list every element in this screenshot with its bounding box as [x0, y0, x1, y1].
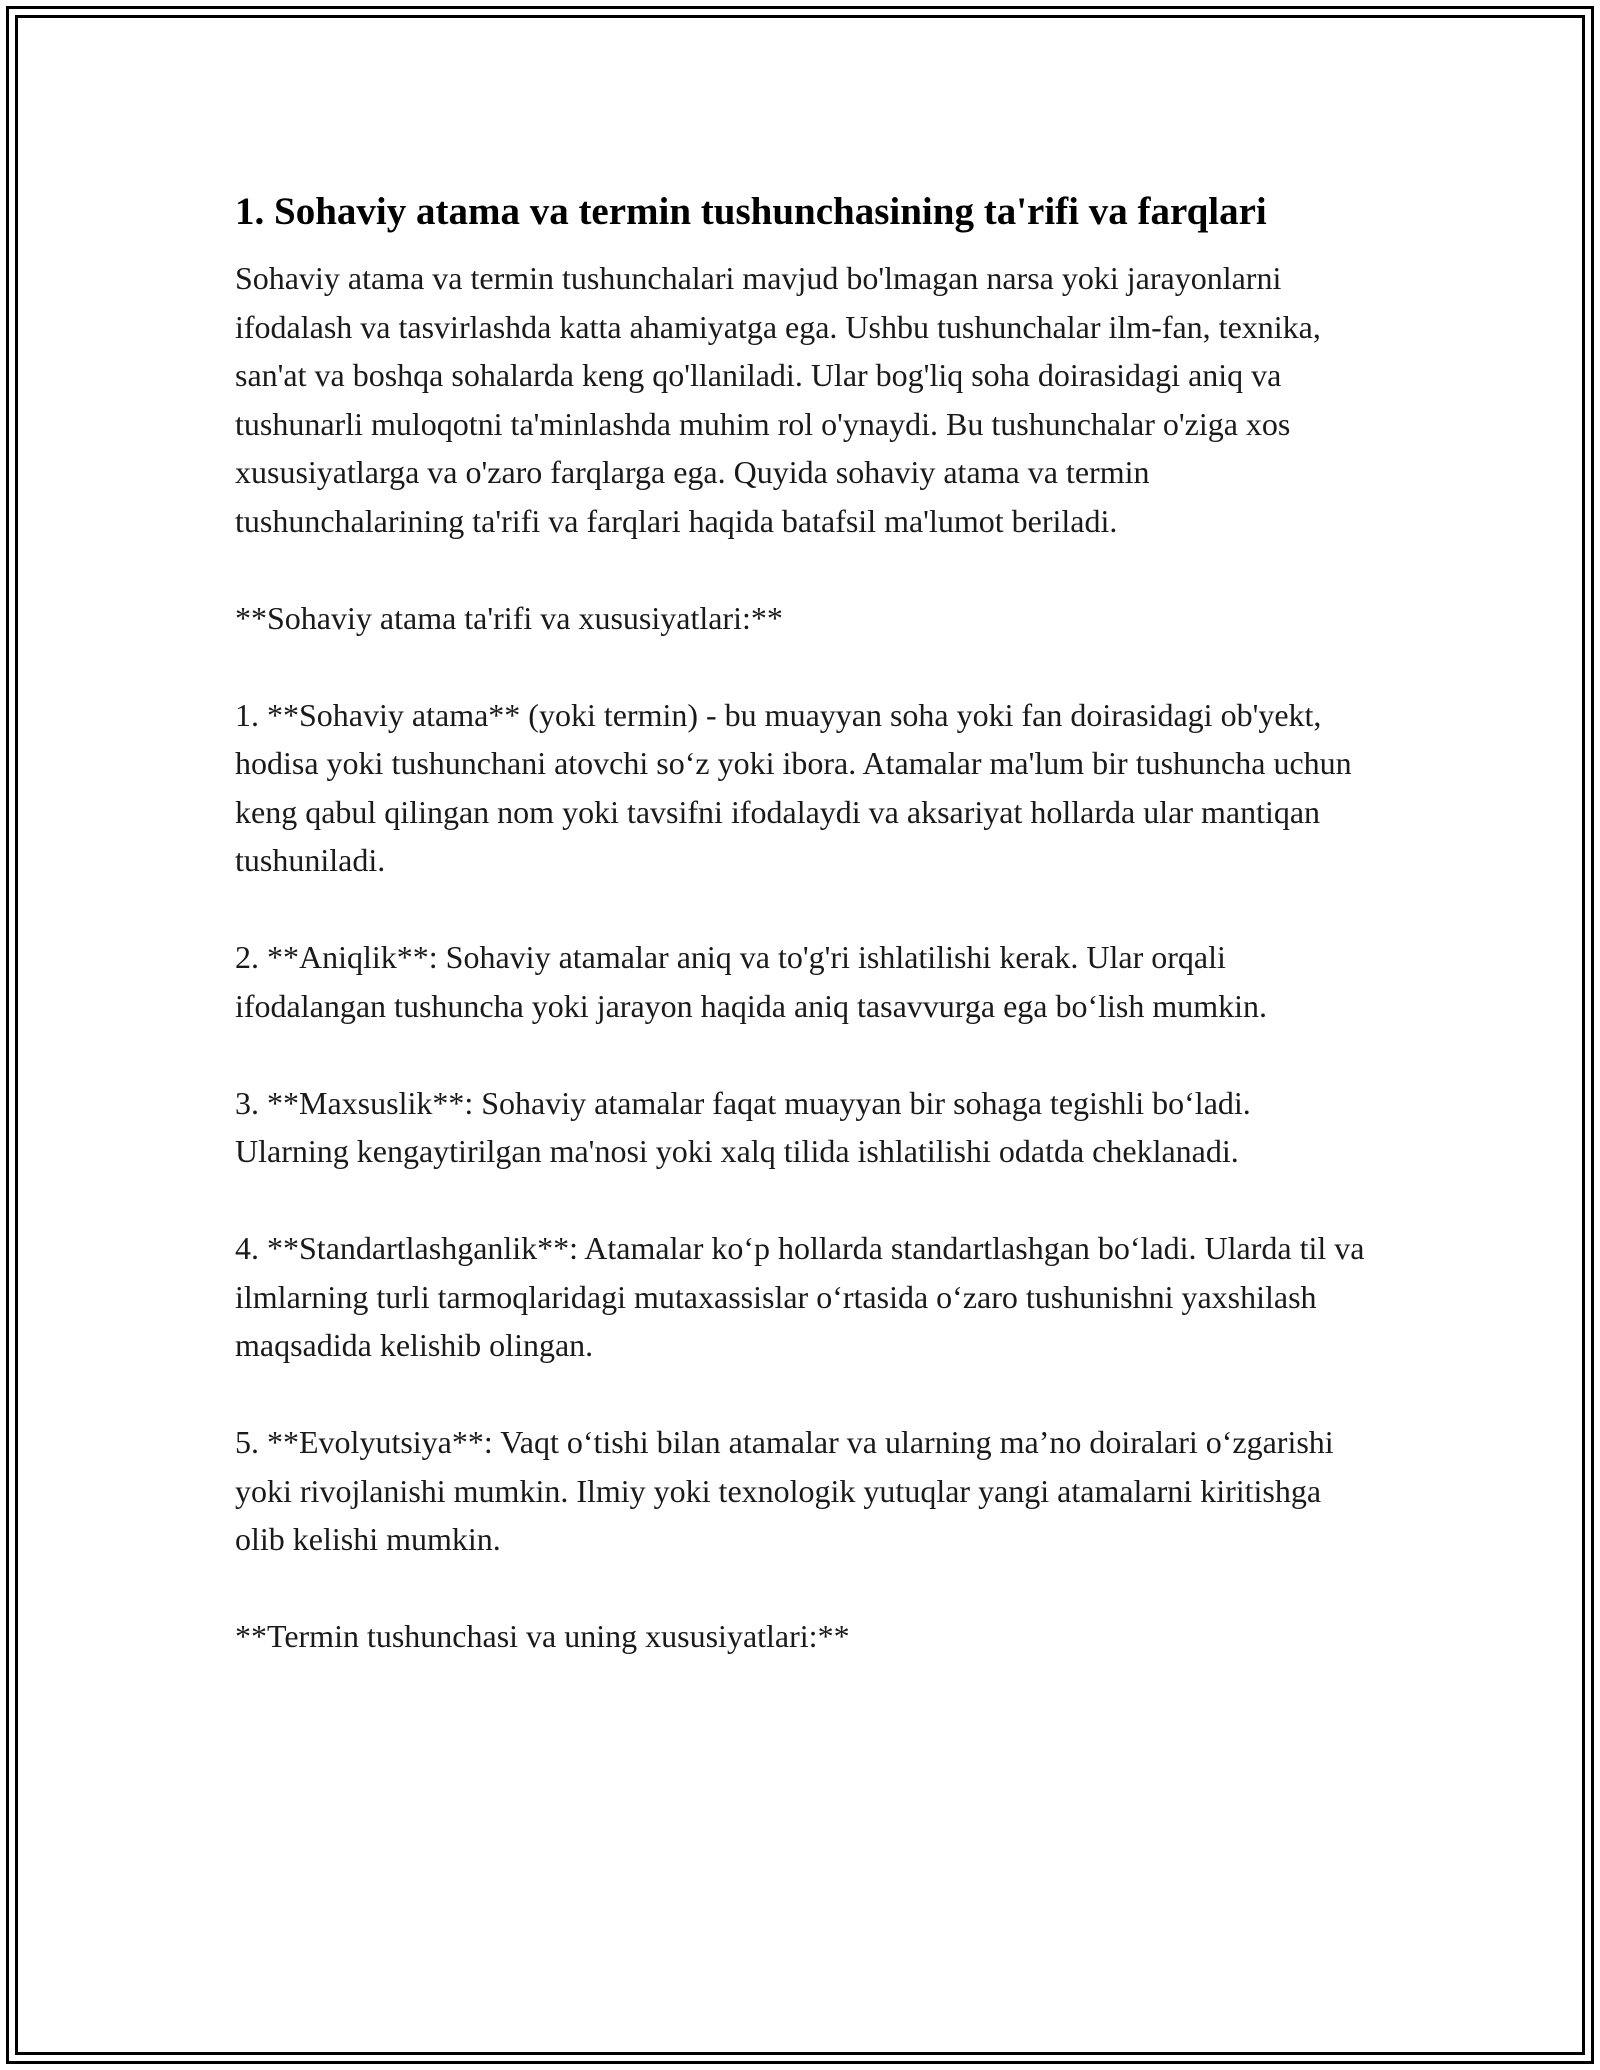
- intro-paragraph: Sohaviy atama va termin tushunchalari mavjud bo'lmagan narsa yoki jarayonlarni ifodalash va tasvirlashda katta ahamiyatga ega. Ushbu tushunchalar ilm-fan, texnika, san'at va boshqa sohalarda keng qo'llaniladi. Ular bog'liq soha doirasidagi aniq va tushunarli muloqotni ta'minlashda muhim rol o'ynaydi. Bu tushunchalar o'ziga xos xususiyatlarga va o'zaro farqlarga ega. Quyida sohaviy atama va termin tushunchalarining ta'rifi va farqlari haqida batafsil ma'lumot beriladi.: [235, 260, 1321, 539]
- list-item-3: 3. **Maxsuslik**: Sohaviy atamalar faqat muayyan bir sohaga tegishli bo‘ladi. Ularning kengaytirilgan ma'nosi yoki xalq tilida ishlatilishi odatda cheklanadi.: [235, 1084, 1251, 1169]
- list-item-2: 2. **Aniqlik**: Sohaviy atamalar aniq va to'g'ri ishlatilishi kerak. Ular orqali ifodalangan tushuncha yoki jarayon haqida aniq tasavvurga ega bo‘lish mumkin.: [235, 939, 1268, 1024]
- list-item-1: 1. **Sohaviy atama** (yoki termin) - bu muayyan soha yoki fan doirasidagi ob'yekt, hodisa yoki tushunchani atovchi so‘z yoki ibora. Atamalar ma'lum bir tushuncha uchun keng qabul qilingan nom yoki tavsifni ifodalaydi va aksariyat hollarda ular mantiqan tushuniladi.: [235, 696, 1352, 878]
- section-heading: 1. Sohaviy atama va termin tushunchasining ta'rifi va farqlari: [235, 190, 1267, 233]
- subheading-termin: **Termin tushunchasi va uning xususiyatlari:**: [235, 1618, 850, 1654]
- document-body: [235, 186, 1365, 1709]
- subheading-atama: **Sohaviy atama ta'rifi va xususiyatlari:**: [235, 599, 783, 636]
- list-item-4: 4. **Standartlashganlik**: Atamalar ko‘p hollarda standartlashgan bo‘ladi. Ularda til va ilmlarning turli tarmoqlaridagi mutaxassislar o‘rtasida o‘zaro tushunishni yaxshilash maqsadida kelishib olingan.: [235, 1230, 1365, 1363]
- list-item-5: 5. **Evolyutsiya**: Vaqt o‘tishi bilan atamalar va ularning ma’no doiralari o‘zgarishi yoki rivojlanishi mumkin. Ilmiy yoki texnologik yutuqlar yangi atamalarni kiritishga olib kelishi mumkin.: [235, 1424, 1334, 1557]
